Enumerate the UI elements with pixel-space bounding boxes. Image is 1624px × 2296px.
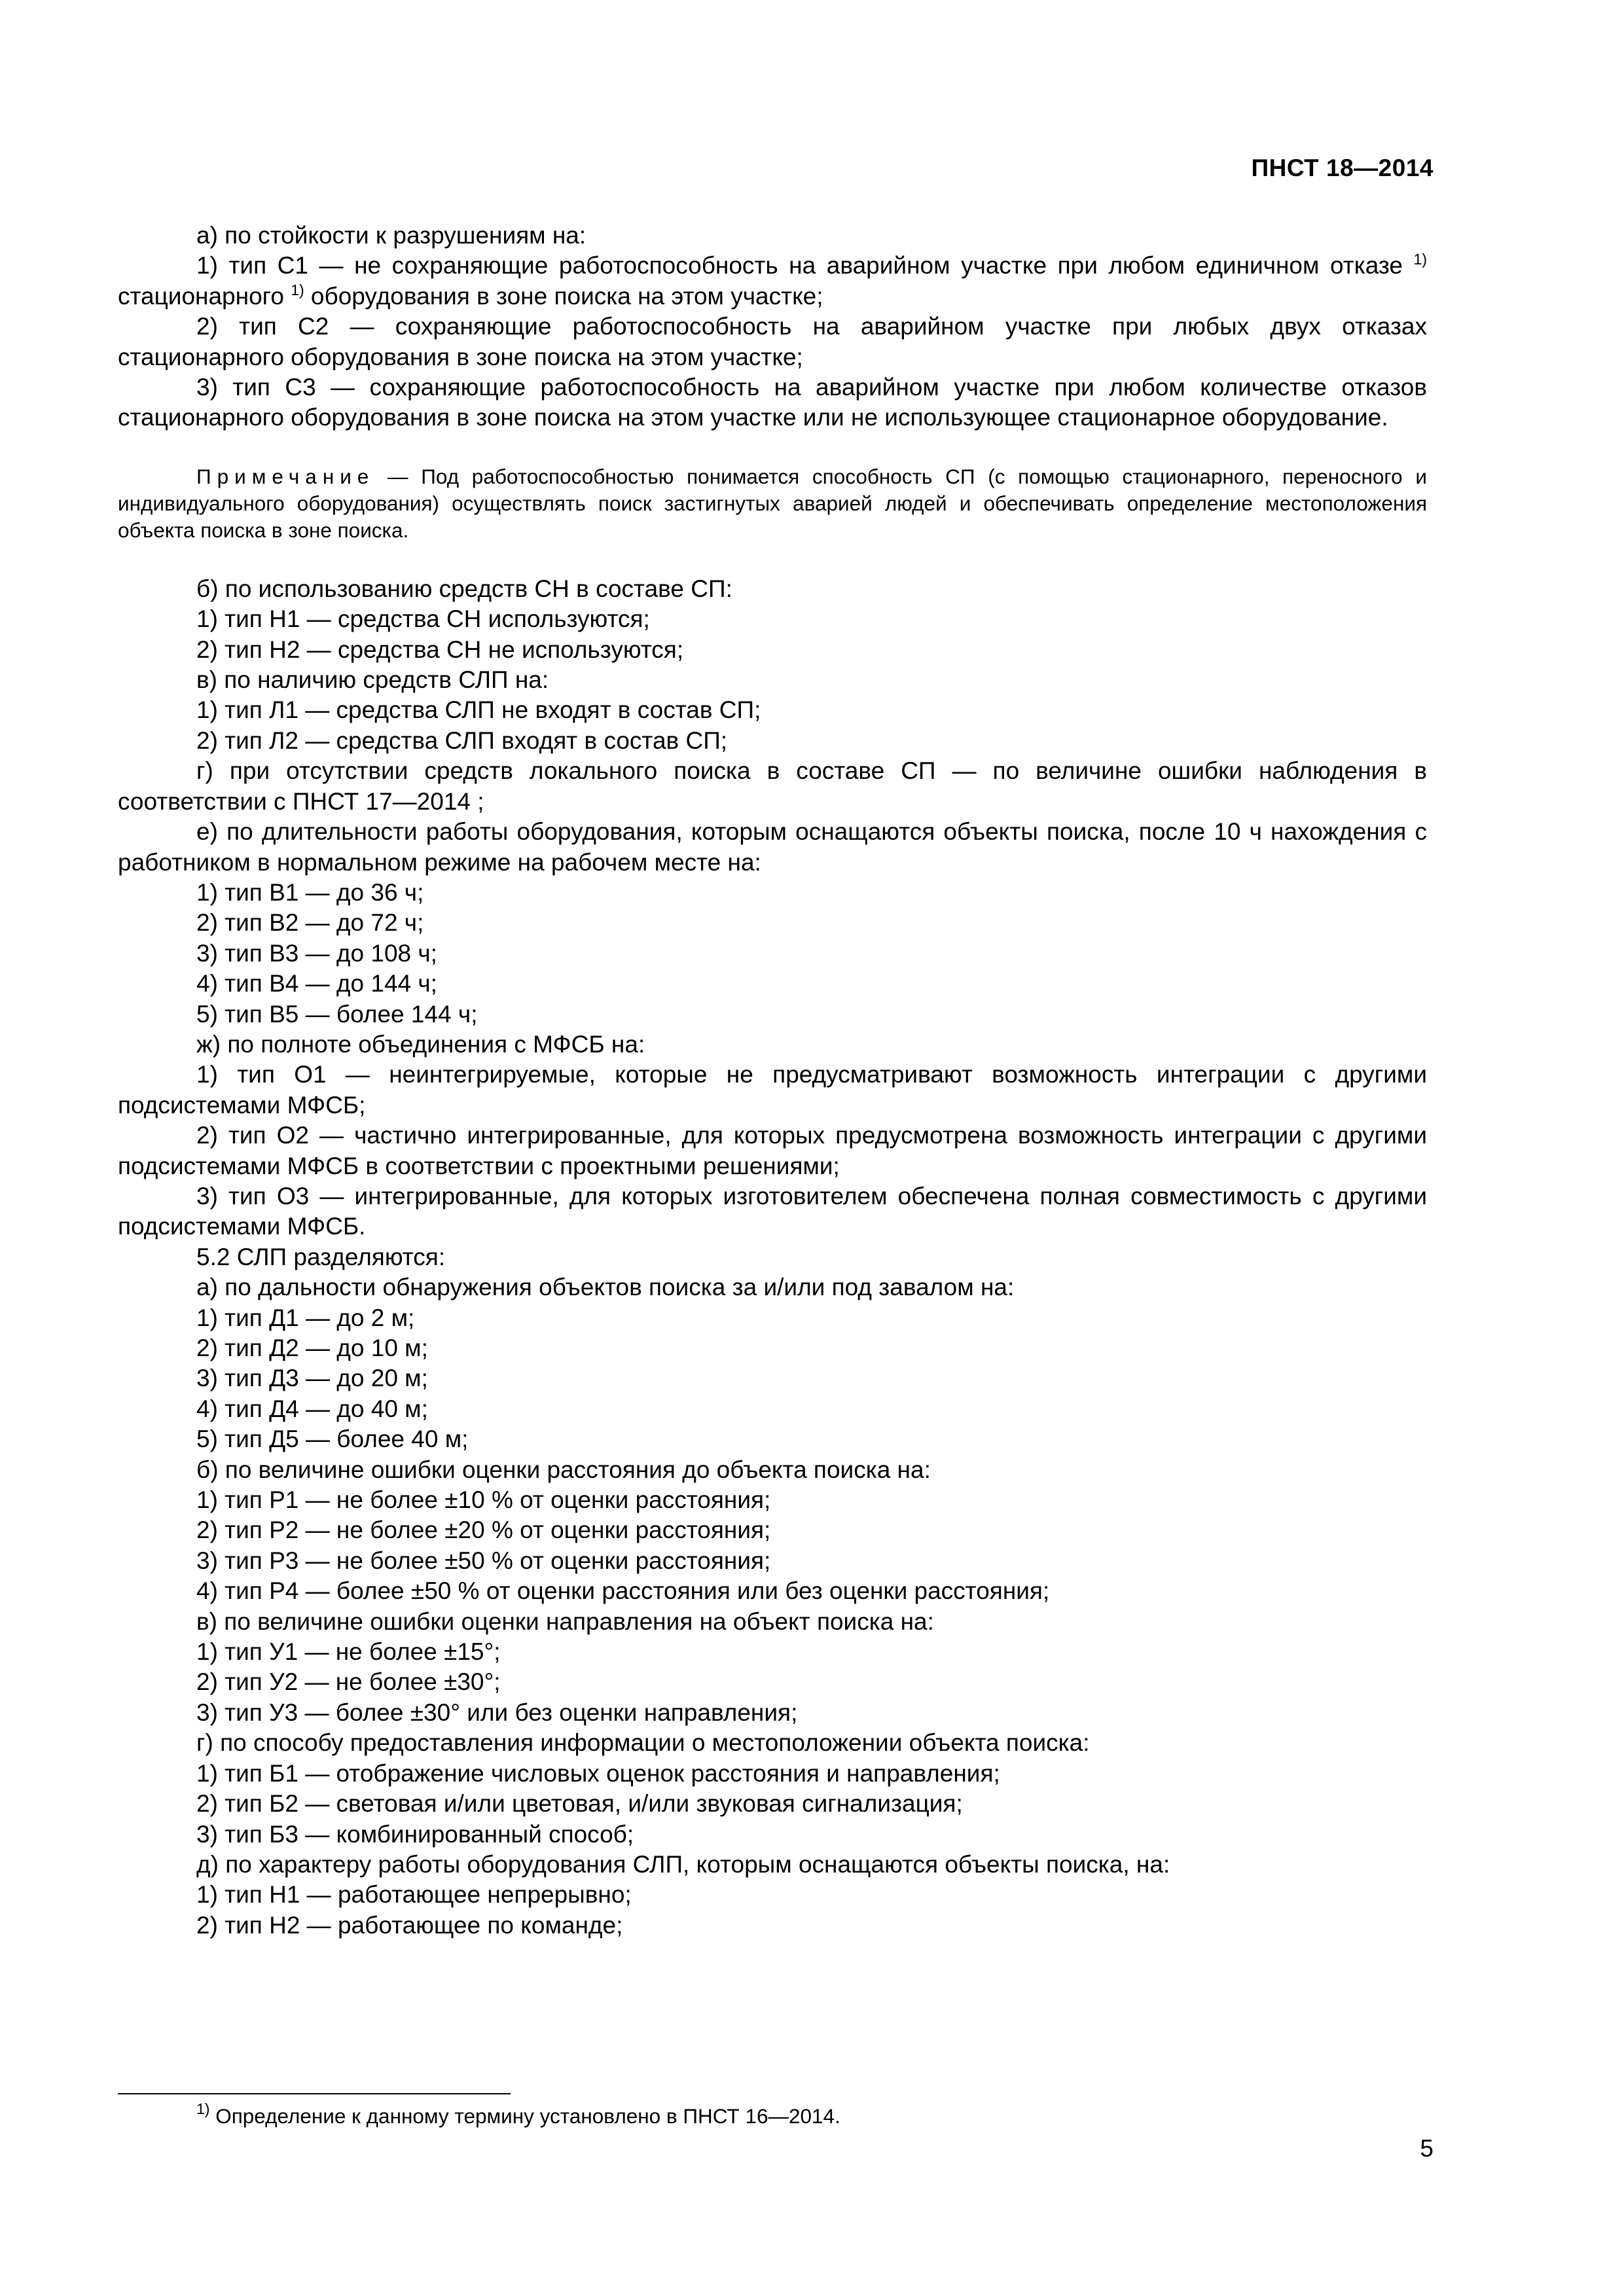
list-item: 2) тип Р2 — не более ±20 % от оценки расстояния; (196, 1516, 771, 1544)
list-item: 1) тип Н1 — работающее непрерывно; (196, 1881, 632, 1909)
list-item: 1) тип У1 — не более ±15°; (196, 1638, 501, 1666)
footnote-text: Определение к данному термину установлено в ПНСТ 16—2014. (215, 2104, 840, 2128)
footnote-marker: 1) (196, 2100, 210, 2117)
list-item: 3) тип У3 — более ±30° или без оценки направления; (196, 1698, 798, 1726)
clause-list (118, 574, 1427, 1941)
clause-a-title: а) по стойкости к разрушениям на: (196, 222, 586, 249)
list-item: 5) тип В5 — более 144 ч; (196, 1000, 478, 1028)
list-item: 1) тип Н1 — средства СН используются; (196, 605, 650, 633)
list-item: 3) тип Д3 — до 20 м; (196, 1365, 428, 1392)
list-item: а) по дальности обнаружения объектов поиска за и/или под завалом на: (196, 1274, 1015, 1301)
list-item: 1) тип Л1 — средства СЛП не входят в состав СП; (196, 696, 761, 724)
list-item: ж) по полноте объединения с МФСБ на: (196, 1030, 645, 1058)
clause-a-item-1 (118, 251, 1427, 312)
list-item: 2) тип Н2 — работающее по команде; (196, 1911, 623, 1939)
list-item: 2) тип В2 — до 72 ч; (196, 909, 424, 937)
list-item: 2) тип Л2 — средства СЛП входят в состав СП; (196, 726, 728, 754)
note-label: Примечание (196, 464, 375, 488)
clause-a-item-1-text-2: стационарного (118, 282, 284, 310)
clause-a-item-1-text: 1) тип С1 — не сохраняющие работоспособность на аварийном участке при любом единичном отказе (196, 252, 1403, 279)
list-item: 4) тип Р4 — более ±50 % от оценки расстояния или без оценки расстояния; (196, 1577, 1050, 1605)
page-number: 5 (1420, 2135, 1434, 2162)
list-item: 3) тип Б3 — комбинированный способ; (196, 1820, 634, 1848)
list-item: г) при отсутствии средств локального поиска в составе СП — по величине ошибки наблюдения в соответствии с ПНСТ 17—2014 ; (118, 757, 1427, 815)
list-item: д) по характеру работы оборудования СЛП, которым оснащаются объекты поиска, на: (196, 1850, 1170, 1878)
list-item: г) по способу предоставления информации о местоположении объекта поиска: (196, 1729, 1090, 1757)
footnote-ref: 1) (1413, 251, 1427, 268)
document-designation: ПНСТ 18—2014 (1251, 154, 1434, 181)
clause-a-item-1-text-3: оборудования в зоне поиска на этом участке; (310, 282, 823, 310)
list-item: 1) тип Б1 — отображение числовых оценок расстояния и направления; (196, 1759, 1000, 1787)
list-item: 5) тип Д5 — более 40 м; (196, 1426, 469, 1453)
note-block (118, 463, 1427, 544)
list-item: 1) тип Р1 — не более ±10 % от оценки расстояния; (196, 1486, 771, 1514)
list-item: в) по наличию средств СЛП на: (196, 666, 549, 694)
list-item: е) по длительности работы оборудования, которым оснащаются объекты поиска, после 10 ч нахождения с работником в нормальном режиме на рабочем месте на: (118, 818, 1427, 876)
footnote-ref: 1) (291, 281, 304, 298)
list-item: 4) тип В4 — до 144 ч; (196, 970, 437, 997)
list-item: 2) тип О2 — частично интегрированные, для которых предусмотрена возможность интеграции с другими подсистемами МФСБ в соответствии с проектными решениями; (118, 1122, 1427, 1179)
footnote-separator (118, 2093, 511, 2094)
note-text: — Под работоспособностью понимается способность СП (с помощью стационарного, переносного и индивидуального оборудования) осуществлять поиск застигнутых аварией людей и обеспечивать определение местоположения объекта поиска в зоне поиска. (118, 464, 1427, 542)
list-item: б) по величине ошибки оценки расстояния до объекта поиска на: (196, 1456, 931, 1483)
list-item: 1) тип В1 — до 36 ч; (196, 878, 424, 906)
clause-a-item-2: 2) тип С2 — сохраняющие работоспособность на аварийном участке при любых двух отказах стационарного оборудования в зоне поиска на этом участке; (118, 313, 1427, 370)
clause-a-item-3: 3) тип С3 — сохраняющие работоспособность на аварийном участке при любом количестве отказов стационарного оборудования в зоне поиска на этом участке или не использующее стационарное оборудование. (118, 374, 1427, 431)
list-item: 5.2 СЛП разделяются: (196, 1243, 446, 1270)
list-item: 2) тип У2 — не более ±30°; (196, 1668, 501, 1696)
list-item: 2) тип Д2 — до 10 м; (196, 1335, 428, 1361)
page-body (118, 221, 1427, 1941)
footnote (196, 2100, 840, 2129)
list-item: 1) тип Д1 — до 2 м; (196, 1304, 415, 1331)
list-item: 3) тип В3 — до 108 ч; (196, 939, 437, 967)
list-item: 3) тип Р3 — не более ±50 % от оценки расстояния; (196, 1547, 771, 1574)
list-item: 2) тип Н2 — средства СН не используются; (196, 636, 684, 663)
list-item: б) по использованию средств СН в составе СП: (196, 575, 732, 602)
list-item: 4) тип Д4 — до 40 м; (196, 1395, 428, 1422)
list-item: 3) тип О3 — интегрированные, для которых изготовителем обеспечена полная совместимость с другими подсистемами МФСБ. (118, 1182, 1427, 1240)
list-item: 1) тип О1 — неинтегрируемые, которые не предусматривают возможность интеграции с другими подсистемами МФСБ; (118, 1061, 1427, 1119)
list-item: 2) тип Б2 — световая и/или цветовая, и/или звуковая сигнализация; (196, 1790, 963, 1818)
list-item: в) по величине ошибки оценки направления на объект поиска на: (196, 1607, 934, 1635)
